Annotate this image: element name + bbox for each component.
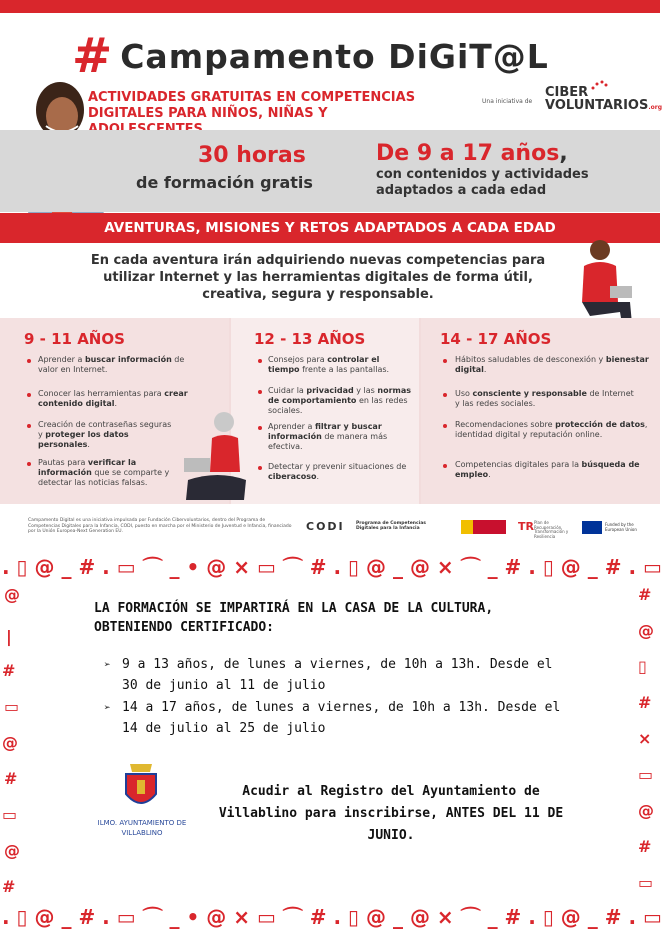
ages-comma: , xyxy=(559,141,568,166)
svg-text:#: # xyxy=(4,769,18,788)
schedule-item-2 xyxy=(104,697,564,739)
eu-flag-icon xyxy=(582,521,602,534)
bullet-dot-icon xyxy=(258,466,262,470)
partner-line-1: CIBER xyxy=(545,85,589,100)
adventures-banner: AVENTURAS, MISIONES Y RETOS ADAPTADOS A CADA EDAD xyxy=(0,213,660,243)
svg-text:#: # xyxy=(638,837,652,856)
bullet-dot-icon xyxy=(27,462,31,466)
title-text: Campamento DiGiT@L xyxy=(120,36,549,76)
item-text: de valor en Internet. xyxy=(38,355,185,374)
codi-subtitle: Programa de Competencias Digitales para la Infancia xyxy=(356,521,426,531)
ages-subtext-1: con contenidos y actividades xyxy=(376,167,589,182)
intro-text: En cada aventura irán adquiriendo nuevas competencias para utilizar Internet y las herramientas digitales de forma útil, creativa, segura y responsable. xyxy=(90,253,546,302)
eu-funded-text: Funded by the European Union xyxy=(605,522,637,532)
bullet-dot-icon xyxy=(27,359,31,363)
bullet-dot-icon xyxy=(27,393,31,397)
recovery-plan-text: Plan de Recuperación, Transformación y Resiliencia xyxy=(534,520,569,539)
item-bold: normas de comportamiento xyxy=(268,386,412,405)
item-text: . xyxy=(87,440,90,449)
svg-text:#: # xyxy=(2,877,16,896)
bullet-dot-icon xyxy=(443,424,447,428)
item-bold: consciente y responsable xyxy=(472,389,587,398)
svg-text:▯: ▯ xyxy=(638,657,647,676)
list-item xyxy=(455,389,640,409)
item-text: frente a las pantallas. xyxy=(299,365,390,374)
register-line-2: Villablino para inscribirse, ANTES DEL 11 DE xyxy=(218,806,564,821)
item-text: Consejos para xyxy=(268,355,328,364)
list-item xyxy=(455,460,640,480)
item-text: de Internet y las redes sociales. xyxy=(455,389,634,408)
list-item xyxy=(38,420,178,450)
item-text: y las xyxy=(353,386,378,395)
svg-text:#: # xyxy=(638,585,652,604)
schedule-text: 14 a 17 años, de lunes a viernes, de 10h a 13h. Desde el 14 de julio al 25 de julio xyxy=(122,700,561,736)
item-bold: controlar el tiempo xyxy=(268,355,380,374)
government-logo xyxy=(461,520,506,534)
list-item xyxy=(38,389,193,409)
item-bold: protección de datos xyxy=(555,420,645,429)
item-bold: proteger los datos personales xyxy=(38,430,129,449)
column-heading-14-17: 14 - 17 AÑOS xyxy=(440,330,552,348)
svg-text:×: × xyxy=(638,729,652,748)
subtitle-line-1: ACTIVIDADES GRATUITAS EN COMPETENCIAS xyxy=(88,90,416,105)
svg-text:@: @ xyxy=(4,841,20,860)
item-text: Uso xyxy=(455,389,473,398)
item-bold: privacidad xyxy=(306,386,354,395)
cibervoluntarios-logo xyxy=(545,86,662,114)
svg-text:@: @ xyxy=(2,733,18,752)
bullet-dot-icon xyxy=(258,359,262,363)
ages-heading xyxy=(376,141,568,166)
item-text: Aprender a xyxy=(268,422,315,431)
schedule-item-1 xyxy=(104,654,564,696)
svg-text:. ▯ @ _ # . ▭ ⌒ _ • @ × ▭ ⌒ #: . ▯ @ _ # . ▭ ⌒ _ • @ × ▭ ⌒ # . ▯ @ _ @ × ⌒ _ # . ▯ @ _ # . ▭ xyxy=(2,555,662,579)
arrow-bullet-icon: ➢ xyxy=(104,658,111,671)
list-item xyxy=(268,462,416,482)
list-item xyxy=(455,420,650,440)
item-bold: búsqueda de empleo xyxy=(455,460,640,479)
bullet-dot-icon xyxy=(258,390,262,394)
decorative-icons-bottom xyxy=(0,898,660,934)
ages-subtext-2: adaptados a cada edad xyxy=(376,183,547,198)
bullet-dot-icon xyxy=(258,426,262,430)
council-crest-icon xyxy=(122,760,160,812)
bullet-dot-icon xyxy=(443,393,447,397)
register-line-3: JUNIO. xyxy=(367,828,415,843)
item-text: Recomendaciones sobre xyxy=(455,420,556,429)
footer-legal-text: Campamento Digital es una iniciativa impulsada por Fundación Cibervoluntarios, dentro del Programa de Competencias Digitales para la Infancia, CODI, puesto en marcha por el Ministerio de Juventud e Infancia, financiado por la Unión Europea-Next Generation EU. xyxy=(28,518,292,534)
svg-text:#: # xyxy=(2,661,16,680)
decorative-icons-left xyxy=(0,580,26,900)
decorative-icons-top xyxy=(0,548,660,584)
item-text: Aprender a xyxy=(38,355,85,364)
svg-text:▭: ▭ xyxy=(638,873,654,892)
top-red-bar xyxy=(0,0,660,13)
svg-text:#: # xyxy=(638,693,652,712)
item-bold: verificar la información xyxy=(38,458,137,477)
boy-with-laptop-illustration xyxy=(178,408,253,508)
training-location xyxy=(94,599,554,637)
item-text: . xyxy=(488,470,491,479)
svg-text:▭: ▭ xyxy=(638,765,654,784)
svg-text:▭: ▭ xyxy=(2,805,18,824)
register-instructions xyxy=(206,781,576,847)
council-line-2: VILLABLINO xyxy=(121,829,163,837)
bullet-dot-icon xyxy=(27,424,31,428)
council-label xyxy=(80,818,204,838)
initiative-label: Una iniciativa de xyxy=(482,98,533,105)
subtitle-line-2: DIGITALES PARA NIÑOS, NIÑAS Y xyxy=(88,106,328,121)
item-text: Detectar y prevenir situaciones de xyxy=(268,462,407,471)
item-text: Competencias digitales para la xyxy=(455,460,582,469)
item-bold: filtrar y buscar información xyxy=(268,422,382,441)
register-line-1: Acudir al Registro del Ayuntamiento de xyxy=(242,784,540,799)
item-text: Cuidar la xyxy=(268,386,307,395)
list-item xyxy=(38,355,188,375)
item-text: que se comparte y detectar las noticias falsas. xyxy=(38,468,170,487)
svg-text:@: @ xyxy=(4,585,20,604)
item-text: Pautas para xyxy=(38,458,88,467)
item-text: Creación de contraseñas seguras y xyxy=(38,420,172,439)
partner-line-2: VOLUNTARIOS xyxy=(545,98,649,113)
recovery-plan-logo: TR xyxy=(518,520,534,533)
training-line-1: LA FORMACIÓN SE IMPARTIRÁ EN LA CASA DE LA CULTURA, xyxy=(94,601,494,616)
item-bold: bienestar digital xyxy=(455,355,649,374)
item-text: . xyxy=(114,399,118,408)
svg-text:. ▯ @ _ # . ▭ ⌒ _ • @ × ▭ ⌒ #: . ▯ @ _ # . ▭ ⌒ _ • @ × ▭ ⌒ # . ▯ @ _ @ × ⌒ _ # . ▯ @ _ # . ▭ xyxy=(2,905,662,929)
hashtag-icon: # xyxy=(72,28,113,84)
svg-text:@: @ xyxy=(638,621,654,640)
item-text: Hábitos saludables de desconexión y xyxy=(455,355,606,364)
schedule-text: 9 a 13 años, de lunes a viernes, de 10h a 13h. Desde el 30 de junio al 11 de julio xyxy=(122,657,553,693)
page-title xyxy=(72,30,549,82)
svg-text:@: @ xyxy=(638,801,654,820)
codi-logo: CODI xyxy=(306,520,345,533)
column-heading-12-13: 12 - 13 AÑOS xyxy=(254,330,366,348)
list-item xyxy=(268,422,413,452)
list-item xyxy=(268,386,413,416)
item-bold: ciberacoso xyxy=(268,472,317,481)
decorative-icons-right xyxy=(636,580,660,900)
bullet-dot-icon xyxy=(443,464,447,468)
training-line-2: OBTENIENDO CERTIFICADO: xyxy=(94,620,275,635)
svg-text:|: | xyxy=(6,627,12,646)
arrow-bullet-icon: ➢ xyxy=(104,701,111,714)
item-text: . xyxy=(483,365,487,374)
list-item xyxy=(455,355,650,375)
hours-heading: 30 horas xyxy=(198,143,306,168)
ages-range: De 9 a 17 años xyxy=(376,141,560,166)
item-bold: crear contenido digital xyxy=(38,389,188,408)
item-text: Conocer las herramientas para xyxy=(38,389,165,398)
list-item xyxy=(38,458,183,488)
column-heading-9-11: 9 - 11 AÑOS xyxy=(24,330,125,348)
item-text: . xyxy=(316,472,320,481)
partner-suffix: .org xyxy=(648,104,662,111)
council-line-1: ILMO. AYUNTAMIENTO DE xyxy=(97,819,187,827)
list-item xyxy=(268,355,413,375)
hours-subtext: de formación gratis xyxy=(136,173,313,192)
svg-text:▭: ▭ xyxy=(4,697,20,716)
item-text: , identidad digital y reputación online. xyxy=(455,420,648,439)
item-bold: buscar información xyxy=(84,355,172,364)
item-text: de manera más efectiva. xyxy=(268,432,388,451)
bullet-dot-icon xyxy=(443,359,447,363)
item-text: en las redes sociales. xyxy=(268,396,408,415)
